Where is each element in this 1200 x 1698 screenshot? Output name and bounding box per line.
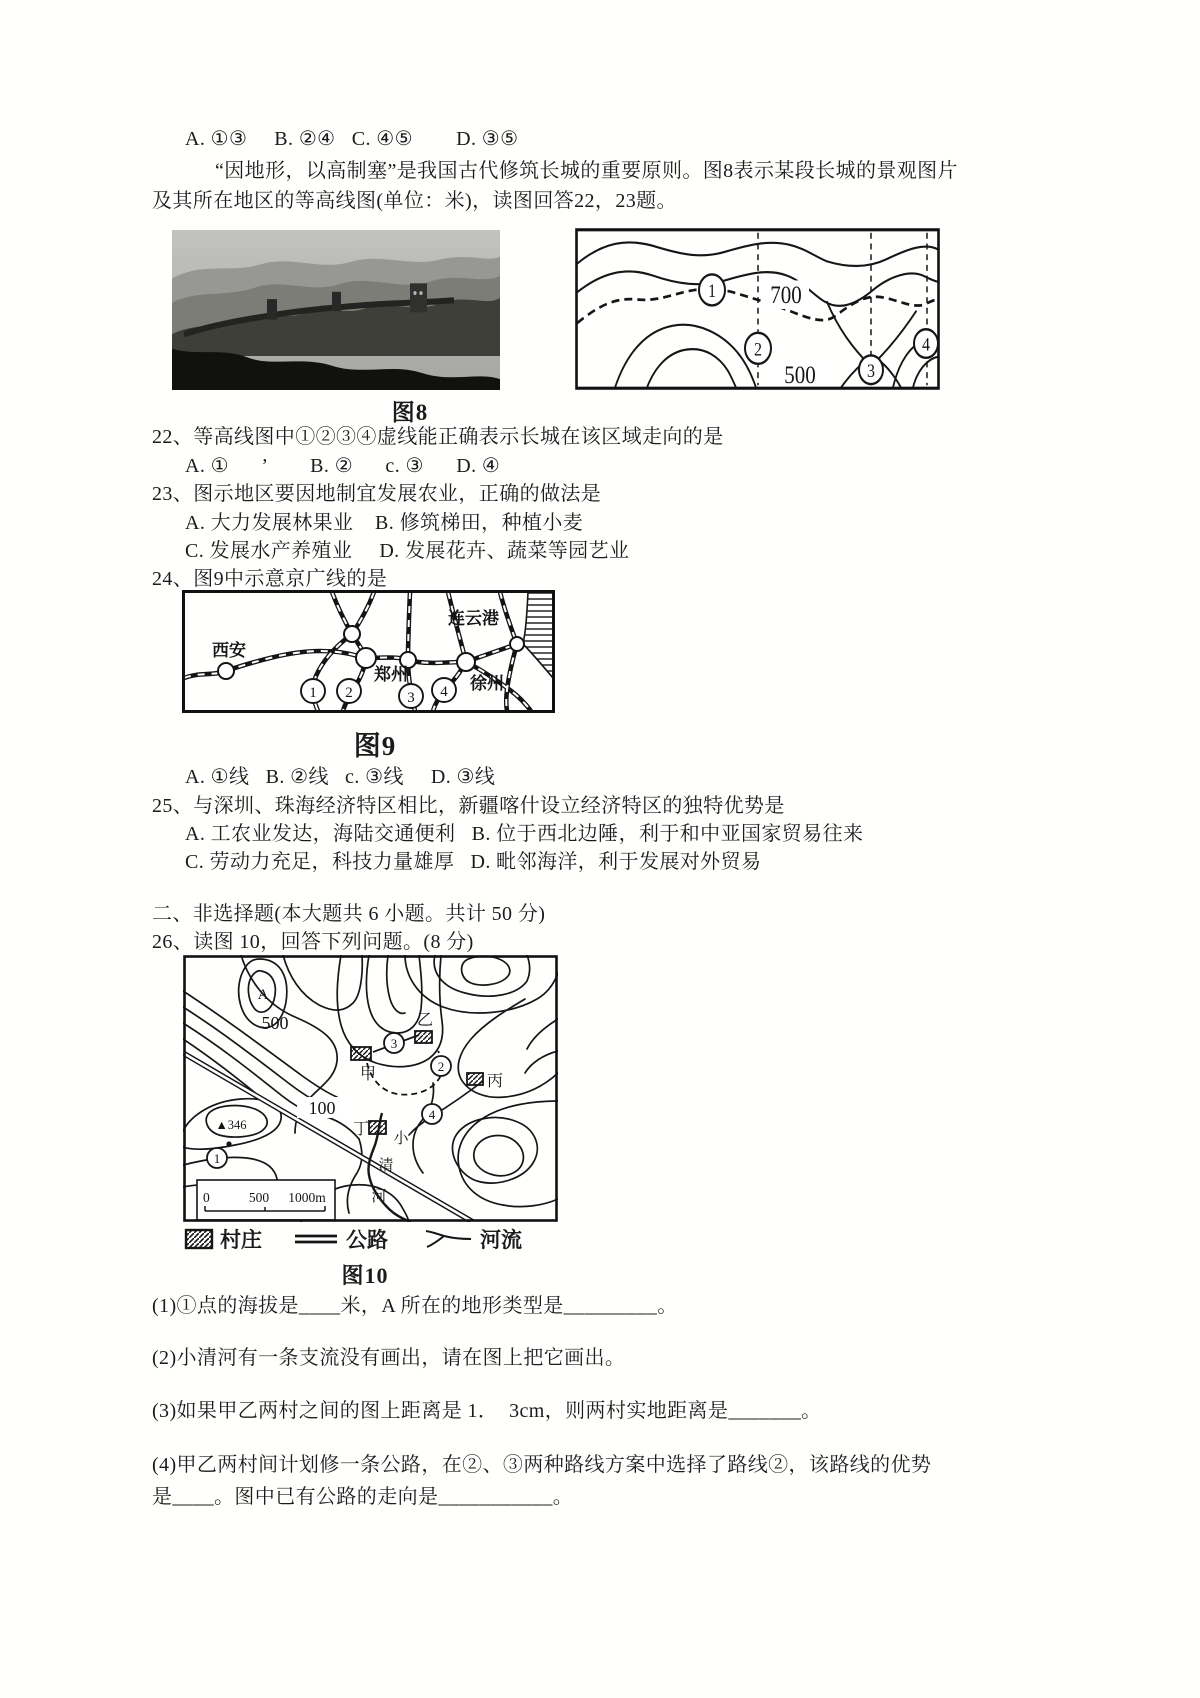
scale-1000m: 1000m [288, 1190, 326, 1205]
sub-question-3: (3)如果甲乙两村之间的图上距离是 1． 3cm，则两村实地距离是_______。 [152, 1400, 822, 1422]
city-zhengzhou: 郑州 [374, 665, 408, 684]
point-dot [226, 1141, 231, 1146]
sub-question-1: (1)①点的海拔是____米，A 所在的地形类型是_________。 [152, 1295, 678, 1317]
marker-3: 3 [407, 690, 415, 706]
fig10-legend [184, 1224, 522, 1254]
contour-label-100: 100 [308, 1098, 336, 1118]
legend-item-village [184, 1224, 262, 1254]
marker-1: 1 [213, 1151, 221, 1166]
marker-2: 2 [754, 338, 762, 360]
sub-question-4-line2: 是____。图中已有公路的走向是___________。 [152, 1486, 574, 1508]
village-symbol-icon [184, 1228, 214, 1250]
fig10-contour-map [183, 955, 558, 1222]
great-wall-photo [172, 230, 500, 390]
q23-text: 23、图示地区要因地制宜发展农业，正确的做法是 [152, 483, 602, 505]
q25-text: 25、与深圳、珠海经济特区相比，新疆喀什设立经济特区的独特优势是 [152, 795, 785, 817]
legend-item-road [292, 1224, 388, 1254]
city-xuzhou: 徐州 [470, 674, 504, 693]
q21-options: A. ①③ B. ②④ C. ④⑤ D. ③⑤ [185, 128, 519, 150]
legend-item-river [422, 1224, 522, 1254]
scale-500: 500 [248, 1190, 270, 1205]
q23-options-ab: A. 大力发展林果业 B. 修筑梯田，种植小麦 [185, 512, 584, 534]
q24-options: A. ①线 B. ②线 c. ③线 D. ③线 [185, 766, 496, 788]
marker-1: 1 [708, 279, 716, 302]
fig10-caption: 图10 [341, 1263, 389, 1288]
contour-label-700: 700 [770, 280, 802, 309]
village-jia-label: 甲 [360, 1066, 377, 1083]
river-symbol-icon [422, 1229, 474, 1249]
fig8-caption: 图8 [391, 400, 429, 425]
marker-4: 4 [440, 684, 448, 700]
marker-2: 2 [437, 1059, 445, 1074]
marker-3: 3 [867, 359, 875, 382]
fig9-caption: 图9 [353, 731, 397, 761]
scale-0: 0 [203, 1190, 210, 1205]
river-name-xiao: 小 [393, 1131, 409, 1147]
city-xian: 西安 [212, 641, 246, 660]
marker-1: 1 [309, 685, 317, 701]
q23-options-cd: C. 发展水产养殖业 D. 发展花卉、蔬菜等园艺业 [185, 540, 630, 562]
village-ding-label: 丁 [353, 1121, 370, 1138]
q25-options-ab: A. 工农业发达，海陆交通便利 B. 位于西北边陲，利于和中亚国家贸易往来 [185, 823, 864, 845]
peak-346-label: ▲346 [215, 1118, 247, 1132]
marker-2: 2 [345, 685, 353, 701]
q26-text: 26、读图 10，回答下列问题。(8 分) [152, 931, 474, 953]
contour-label-500: 500 [784, 360, 816, 389]
fig8-contour-map [575, 228, 940, 390]
intro-line-2: 及其所在地区的等高线图(单位：米)，读图回答22，23题。 [152, 190, 677, 212]
marker-4: 4 [428, 1107, 436, 1122]
legend-river-label: 河流 [480, 1228, 522, 1252]
q22-text: 22、等高线图中①②③④虚线能正确表示长城在该区域走向的是 [152, 426, 724, 448]
scale-bar [197, 1180, 335, 1220]
village-yi-label: 乙 [417, 1012, 434, 1029]
sub-question-2: (2)小清河有一条支流没有画出，请在图上把它画出。 [152, 1347, 626, 1369]
fig9-railway-map [182, 590, 555, 713]
city-lianyungang: 连云港 [448, 609, 499, 628]
marker-4: 4 [922, 333, 930, 356]
q25-options-cd: C. 劳动力充足，科技力量雄厚 D. 毗邻海洋，利于发展对外贸易 [185, 851, 762, 873]
q22-options: A. ① ’ B. ② c. ③ D. ④ [185, 455, 501, 477]
legend-village-label: 村庄 [220, 1228, 262, 1252]
river-name-qing: 清 [378, 1158, 394, 1174]
legend-road-label: 公路 [346, 1228, 388, 1252]
label-a: A [257, 987, 269, 1003]
section2-heading: 二、非选择题(本大题共 6 小题。共计 50 分) [152, 903, 546, 925]
village-bing-label: 丙 [487, 1073, 504, 1090]
q24-text: 24、图9中示意京广线的是 [152, 568, 388, 590]
intro-line-1: “因地形，以高制塞”是我国古代修筑长城的重要原则。图8表示某段长城的景观图片 [215, 160, 958, 182]
contour-label-500: 500 [261, 1013, 289, 1033]
river-name-he: 河 [371, 1189, 387, 1205]
road-symbol-icon [292, 1231, 340, 1247]
sub-question-4-line1: (4)甲乙两村间计划修一条公路，在②、③两种路线方案中选择了路线②，该路线的优势 [152, 1454, 932, 1476]
marker-3: 3 [390, 1036, 398, 1051]
